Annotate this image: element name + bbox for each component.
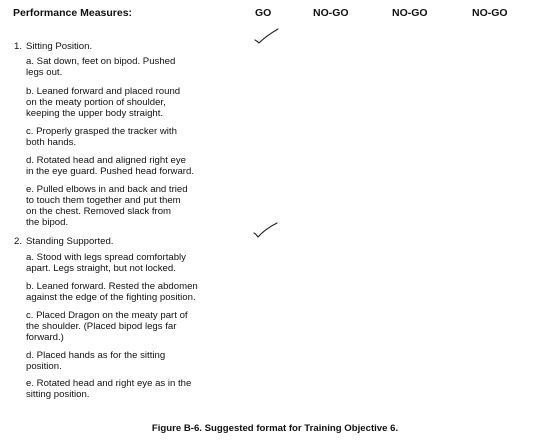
item-line: b. Leaned forward. Rested the abdomen [26, 281, 198, 292]
list-item [26, 126, 246, 148]
list-item [26, 350, 246, 372]
list-item [26, 281, 246, 303]
item-line: sitting position. [26, 389, 90, 400]
list-item [26, 252, 246, 274]
figure-caption: Figure B-6. Suggested format for Training Objective 6. [151, 423, 399, 434]
item-line: a. Stood with legs spread comfortably [26, 252, 186, 263]
item-line: legs out. [26, 67, 63, 78]
item-line: d. Rotated head and aligned right eye [26, 155, 187, 166]
list-item [26, 184, 246, 228]
item-line: to touch them together and put them [26, 195, 181, 206]
item-line: e. Pulled elbows in and back and tried [26, 184, 188, 195]
list-item [26, 56, 246, 78]
item-line: the bipod. [26, 217, 69, 228]
item-line: the shoulder. (Placed bipod legs far [26, 321, 177, 332]
checkmark-icon [253, 221, 279, 239]
item-line: a. Sat down, feet on bipod. Pushed [26, 56, 176, 67]
section-heading-sitting [14, 41, 92, 52]
item-line: c. Placed Dragon on the meaty part of [26, 310, 188, 321]
list-item [26, 155, 246, 177]
nogo-column-header-2: NO-GO [392, 7, 428, 19]
list-item [26, 378, 246, 400]
section-number: 2. [14, 236, 23, 247]
item-line: keeping the upper body straight. [26, 108, 164, 119]
item-line: in the eye guard. Pushed head forward. [26, 166, 195, 177]
item-line: position. [26, 361, 62, 372]
item-line: on the chest. Removed slack from [26, 206, 172, 217]
item-line: e. Rotated head and right eye as in the [26, 378, 192, 389]
section-number: 1. [14, 41, 23, 52]
item-line: on the meaty portion of shoulder, [26, 97, 166, 108]
item-line: apart. Legs straight, but not locked. [26, 263, 176, 274]
section-title: Standing Supported. [26, 236, 114, 247]
item-line: against the edge of the fighting position. [26, 292, 196, 303]
section-title: Sitting Position. [26, 41, 93, 52]
item-line: both hands. [26, 137, 77, 148]
item-line: c. Properly grasped the tracker with [26, 126, 177, 137]
checkmark-icon [254, 28, 280, 46]
section-heading-standing [14, 236, 113, 247]
item-line: b. Leaned forward and placed round [26, 86, 181, 97]
nogo-column-header-3: NO-GO [472, 7, 508, 19]
item-line: d. Placed hands as for the sitting [26, 350, 166, 361]
list-item [26, 310, 246, 343]
item-line: forward.) [26, 332, 64, 343]
list-item [26, 86, 246, 119]
performance-measures-header: Performance Measures: [13, 7, 133, 19]
nogo-column-header-1: NO-GO [313, 7, 349, 19]
go-column-header: GO [255, 7, 272, 19]
